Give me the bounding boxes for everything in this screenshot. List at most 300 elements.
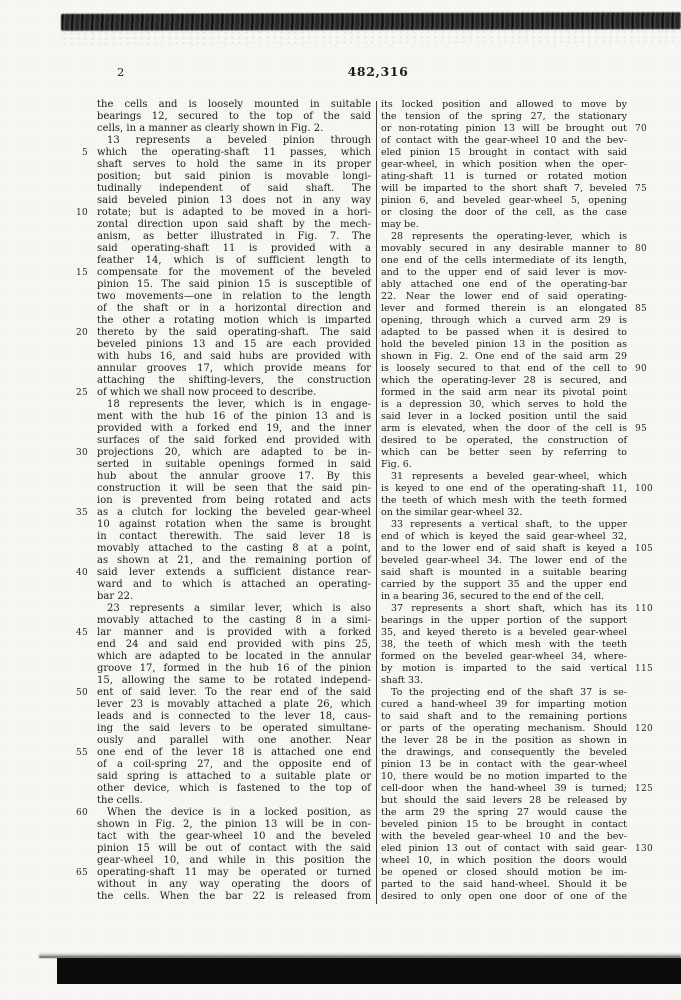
- text-line: [97, 651, 371, 663]
- line-text: its locked position and allowed to move by: [381, 99, 627, 110]
- line-text: said lever in a locked position until the said: [381, 411, 627, 422]
- text-line: [381, 147, 627, 159]
- line-text: said lever extends a sufficient distance rear-: [97, 567, 371, 578]
- text-line: [381, 603, 654, 615]
- line-text: ment with the hub 16 of the pinion 13 and is: [97, 411, 371, 422]
- line-text: said beveled pinion 13 does not in any way: [97, 195, 371, 206]
- text-line: [381, 159, 627, 171]
- margin-line-number: 70: [635, 124, 648, 134]
- margin-line-number: 110: [635, 604, 654, 614]
- text-line: [97, 771, 371, 783]
- line-text: movably attached to the casting 8 at a point,: [97, 543, 371, 554]
- line-text: zontal direction upon said shaft by the mech-: [97, 219, 371, 230]
- text-line: [381, 735, 627, 747]
- line-text: which the operating-lever 28 is secured, and: [381, 375, 627, 386]
- text-line: [97, 699, 371, 711]
- text-line: [381, 387, 627, 399]
- text-line: [75, 207, 371, 219]
- text-line: [97, 855, 371, 867]
- column-right: [381, 99, 654, 903]
- text-line: [381, 195, 627, 207]
- line-text: cells, in a manner as clearly shown in Fig. 2.: [97, 123, 324, 134]
- line-text: 15, allowing the same to be rotated independ-: [97, 675, 371, 686]
- text-line: [75, 267, 371, 279]
- line-text: annular grooves 17, which provide means for: [97, 363, 371, 374]
- line-text: without in any way operating the doors of: [97, 879, 371, 890]
- text-line: [381, 831, 627, 843]
- line-text: the tension of the spring 27, the stationary: [381, 111, 627, 122]
- line-text: rotate; but is adapted to be moved in a hori-: [97, 207, 371, 218]
- line-text: or non-rotating pinion 13 will be brought out: [381, 123, 627, 134]
- line-text: desired to only open one door of one of the: [381, 891, 627, 902]
- line-text: end of which is keyed the said gear-wheel 32,: [381, 531, 627, 542]
- text-line: [97, 159, 371, 171]
- text-line: [97, 123, 371, 135]
- line-text: Fig. 6.: [381, 459, 412, 470]
- line-text: which are adapted to be located in the annular: [97, 651, 371, 662]
- text-line: [97, 831, 371, 843]
- line-text: or parts of the operating mechanism. Should: [381, 723, 627, 734]
- text-line: [97, 555, 371, 567]
- text-line: [97, 519, 371, 531]
- line-text: may be.: [381, 219, 419, 230]
- line-text: one end of the lever 18 is attached one end: [97, 747, 371, 758]
- text-line: [381, 243, 648, 255]
- text-line: [381, 123, 648, 135]
- line-text: and to the upper end of said lever is mov-: [381, 267, 627, 278]
- text-line: [97, 795, 371, 807]
- line-text: ing the said levers to be operated simultane-: [97, 723, 371, 734]
- text-line: [75, 747, 371, 759]
- text-line: [97, 339, 371, 351]
- text-line: [97, 711, 371, 723]
- text-line: [381, 531, 627, 543]
- text-line: [381, 543, 654, 555]
- text-line: [97, 591, 371, 603]
- text-line: [381, 255, 627, 267]
- margin-line-number: 20: [75, 328, 88, 338]
- line-text: tudinally independent of said shaft. The: [97, 183, 371, 194]
- line-text: movably secured in any desirable manner to: [381, 243, 627, 254]
- line-text: pinion 15. The said pinion 15 is susceptible of: [97, 279, 371, 290]
- line-text: eled pinion 13 out of contact with said gear-: [381, 843, 627, 854]
- text-line: [75, 387, 371, 399]
- text-line: [381, 867, 627, 879]
- text-line: [381, 351, 627, 363]
- text-line: [97, 843, 371, 855]
- text-line: [97, 135, 371, 147]
- text-line: [97, 219, 371, 231]
- text-line: [381, 711, 627, 723]
- line-text: wheel 10, in which position the doors would: [381, 855, 627, 866]
- margin-line-number: 55: [75, 748, 88, 758]
- line-text: ward and to which is attached an operating-: [97, 579, 371, 590]
- text-line: [97, 375, 371, 387]
- text-line: [381, 723, 654, 735]
- text-line: [381, 879, 627, 891]
- text-line: [381, 495, 627, 507]
- text-line: [97, 279, 371, 291]
- column-left: [75, 99, 371, 903]
- line-text: projections 20, which are adapted to be in-: [97, 447, 371, 458]
- margin-line-number: 75: [635, 184, 648, 194]
- margin-line-number: 60: [75, 808, 88, 818]
- line-text: the lever 28 be in the position as shown in: [381, 735, 627, 746]
- text-line: [381, 231, 627, 243]
- text-line: [381, 99, 627, 111]
- text-line: [381, 759, 627, 771]
- text-line: [97, 759, 371, 771]
- line-text: feather 14, which is of sufficient length to: [97, 255, 371, 266]
- text-line: [381, 183, 648, 195]
- margin-line-number: 120: [635, 724, 654, 734]
- line-text: shown in Fig. 2, the pinion 13 will be in con-: [97, 819, 371, 830]
- line-text: beveled pinion 15 to be brought in contact: [381, 819, 627, 830]
- text-line: [97, 735, 371, 747]
- text-line: [381, 699, 627, 711]
- line-text: To the projecting end of the shaft 37 is se-: [391, 687, 627, 698]
- text-line: [381, 375, 627, 387]
- margin-line-number: 125: [635, 784, 654, 794]
- line-text: but should the said levers 28 be released by: [381, 795, 627, 806]
- text-line: [97, 879, 371, 891]
- line-text: 10, there would be no motion imparted to the: [381, 771, 627, 782]
- line-text: is a depression 30, which serves to hold the: [381, 399, 627, 410]
- line-text: by motion is imparted to the said vertical: [381, 663, 627, 674]
- text-line: [381, 423, 648, 435]
- text-line: [381, 627, 627, 639]
- text-line: [97, 531, 371, 543]
- line-text: thereto by the said operating-shaft. The said: [97, 327, 371, 338]
- line-text: gear-wheel, in which position when the oper-: [381, 159, 627, 170]
- text-line: [381, 447, 627, 459]
- text-line: [75, 687, 371, 699]
- line-text: ably attached one end of the operating-bar: [381, 279, 627, 290]
- text-line: [381, 771, 627, 783]
- text-line: [97, 603, 371, 615]
- line-text: bearings 12, secured to the top of the said: [97, 111, 371, 122]
- text-line: [75, 627, 371, 639]
- line-text: and to the lower end of said shaft is keyed a: [381, 543, 627, 554]
- line-text: which can be better seen by referring to: [381, 447, 627, 458]
- patent-number: 482,316: [347, 64, 409, 79]
- line-text: ating-shaft 11 is turned or rotated motion: [381, 171, 627, 182]
- line-text: pinion 15 will be out of contact with the said: [97, 843, 371, 854]
- text-line: [97, 315, 371, 327]
- text-line: [381, 687, 627, 699]
- line-text: the other a rotating motion which is imparted: [97, 315, 371, 326]
- margin-line-number: 115: [635, 664, 654, 674]
- line-text: 35, and keyed thereto is a beveled gear-wheel: [381, 627, 627, 638]
- text-line: [381, 279, 627, 291]
- line-text: opening, through which a curved arm 29 is: [381, 315, 627, 326]
- line-text: cell-door when the hand-wheel 39 is turned;: [381, 783, 627, 794]
- text-line: [97, 171, 371, 183]
- text-line: [381, 555, 627, 567]
- text-line: [381, 591, 627, 603]
- text-line: [97, 483, 371, 495]
- text-line: [381, 747, 627, 759]
- line-text: desired to be operated, the construction of: [381, 435, 627, 446]
- text-line: [381, 567, 627, 579]
- text-line: [381, 459, 627, 471]
- line-text: lever 23 is movably attached a plate 26, which: [97, 699, 371, 710]
- text-line: [97, 495, 371, 507]
- line-text: shaft 33.: [381, 675, 424, 686]
- margin-line-number: 10: [75, 208, 88, 218]
- text-line: [97, 351, 371, 363]
- margin-line-number: 25: [75, 388, 88, 398]
- line-text: ent of said lever. To the rear end of the said: [97, 687, 371, 698]
- line-text: eled pinion 15 brought in contact with said: [381, 147, 627, 158]
- text-line: [381, 267, 627, 279]
- margin-line-number: 45: [75, 628, 88, 638]
- line-text: formed in the said arm near its pivotal point: [381, 387, 627, 398]
- line-text: of which we shall now proceed to describe.: [97, 387, 317, 398]
- text-line: [75, 867, 371, 879]
- line-text: position; but said pinion is movable longi-: [97, 171, 371, 182]
- line-text: arm is elevated, when the door of the cell is: [381, 423, 627, 434]
- text-line: [75, 807, 371, 819]
- text-line: [97, 435, 371, 447]
- line-text: adapted to be passed when it is desired to: [381, 327, 627, 338]
- text-line: [97, 303, 371, 315]
- line-text: 22. Near the lower end of said operating-: [381, 291, 627, 302]
- text-line: [75, 567, 371, 579]
- line-text: tact with the gear-wheel 10 and the beveled: [97, 831, 371, 842]
- line-text: two movements—one in relation to the length: [97, 291, 371, 302]
- text-line: [381, 855, 627, 867]
- line-text: When the device is in a locked position, as: [107, 807, 371, 818]
- line-text: pinion 6, and beveled gear-wheel 5, opening: [381, 195, 627, 206]
- line-text: as a clutch for locking the beveled gear-wheel: [97, 507, 371, 518]
- line-text: 33 represents a vertical shaft, to the upper: [391, 519, 627, 530]
- line-text: lever and formed therein is an elongated: [381, 303, 627, 314]
- text-line: [97, 543, 371, 555]
- line-text: one end of the cells intermediate of its length,: [381, 255, 627, 266]
- line-text: 18 represents the lever, which is in engage-: [107, 399, 371, 410]
- line-text: hub about the annular groove 17. By this: [97, 471, 371, 482]
- line-text: end 24 and said end provided with pins 25,: [97, 639, 371, 650]
- line-text: said spring is attached to a suitable plate or: [97, 771, 371, 782]
- text-line: [97, 459, 371, 471]
- line-text: pinion 13 be in contact with the gear-wheel: [381, 759, 627, 770]
- line-text: 23 represents a similar lever, which is also: [107, 603, 371, 614]
- text-line: [97, 195, 371, 207]
- line-text: hold the beveled pinion 13 in the position as: [381, 339, 627, 350]
- line-text: 31 represents a beveled gear-wheel, which: [391, 471, 627, 482]
- line-text: attaching the shifting-levers, the construction: [97, 375, 371, 386]
- text-line: [97, 243, 371, 255]
- text-line: [381, 519, 627, 531]
- text-line: [381, 615, 627, 627]
- line-text: movably attached to the casting 8 in a simi-: [97, 615, 371, 626]
- line-text: on the similar gear-wheel 32.: [381, 507, 523, 518]
- text-line: [81, 147, 371, 159]
- text-line: [97, 399, 371, 411]
- margin-line-number: 100: [635, 484, 654, 494]
- text-line: [381, 675, 627, 687]
- line-text: bearings in the upper portion of the support: [381, 615, 627, 626]
- text-line: [381, 807, 627, 819]
- line-text: 38, the teeth of which mesh with the teeth: [381, 639, 627, 650]
- line-text: 37 represents a short shaft, which has its: [391, 603, 627, 614]
- margin-line-number: 80: [635, 244, 648, 254]
- text-line: [381, 207, 627, 219]
- line-text: 28 represents the operating-lever, which is: [391, 231, 627, 242]
- line-text: to said shaft and to the remaining portions: [381, 711, 627, 722]
- line-text: ion is prevented from being rotated and acts: [97, 495, 371, 506]
- text-line: [381, 135, 627, 147]
- line-text: as shown at 21, and the remaining portion of: [97, 555, 371, 566]
- text-line: [381, 219, 627, 231]
- line-text: leads and is connected to the lever 18, caus-: [97, 711, 371, 722]
- text-line: [381, 111, 627, 123]
- text-line: [381, 483, 654, 495]
- line-text: lar manner and is provided with a forked: [97, 627, 371, 638]
- line-text: beveled pinions 13 and 15 are each provided: [97, 339, 371, 350]
- line-text: said operating-shaft 11 is provided with a: [97, 243, 371, 254]
- line-text: is loosely secured to that end of the cell to: [381, 363, 627, 374]
- text-line: [381, 843, 654, 855]
- line-text: of contact with the gear-wheel 10 and the bev-: [381, 135, 627, 146]
- margin-line-number: 65: [75, 868, 88, 878]
- line-text: said shaft is mounted in a suitable bearing: [381, 567, 627, 578]
- text-line: [97, 579, 371, 591]
- text-line: [97, 639, 371, 651]
- margin-line-number: 95: [635, 424, 648, 434]
- text-line: [381, 783, 654, 795]
- line-text: the cells. When the bar 22 is released from: [97, 891, 371, 902]
- text-line: [75, 327, 371, 339]
- text-line: [381, 171, 627, 183]
- margin-line-number: 15: [75, 268, 88, 278]
- text-line: [97, 675, 371, 687]
- text-line: [381, 507, 627, 519]
- line-text: in a bearing 36, secured to the end of the cell.: [381, 591, 605, 602]
- line-text: bar 22.: [97, 591, 134, 602]
- text-line: [97, 363, 371, 375]
- scan-artifact-top-edge: [61, 12, 681, 31]
- line-text: ously and parallel with one another. Near: [97, 735, 371, 746]
- line-text: gear-wheel 10, and while in this position the: [97, 855, 371, 866]
- text-line: [97, 819, 371, 831]
- text-line: [97, 291, 371, 303]
- text-line: [381, 291, 627, 303]
- text-line: [75, 507, 371, 519]
- line-text: the arm 29 the spring 27 would cause the: [381, 807, 627, 818]
- line-text: surfaces of the said forked end provided with: [97, 435, 371, 446]
- line-text: with hubs 16, and said hubs are provided with: [97, 351, 371, 362]
- line-text: which the operating-shaft 11 passes, which: [97, 147, 371, 158]
- text-line: [97, 99, 371, 111]
- text-line: [381, 471, 627, 483]
- margin-line-number: 40: [75, 568, 88, 578]
- text-line: [381, 339, 627, 351]
- line-text: beveled gear-wheel 34. The lower end of the: [381, 555, 627, 566]
- line-text: of the shaft or in a horizontal direction and: [97, 303, 371, 314]
- line-text: parted to the said hand-wheel. Should it be: [381, 879, 627, 890]
- page-number: 2: [117, 65, 125, 79]
- line-text: in contact therewith. The said lever 18 is: [97, 531, 371, 542]
- column-divider-rule: [376, 101, 377, 904]
- text-line: [97, 615, 371, 627]
- line-text: is keyed to one end of the operating-shaft 11,: [381, 483, 627, 494]
- line-text: will be imparted to the short shaft 7, beveled: [381, 183, 627, 194]
- line-text: shaft serves to hold the same in its proper: [97, 159, 371, 170]
- line-text: be opened or closed should motion be im-: [381, 867, 627, 878]
- line-text: groove 17, formed in the hub 16 of the pinion: [97, 663, 371, 674]
- margin-line-number: 90: [635, 364, 648, 374]
- margin-line-number: 105: [635, 544, 654, 554]
- text-line: [97, 423, 371, 435]
- text-line: [381, 399, 627, 411]
- margin-line-number: 130: [635, 844, 654, 854]
- text-line: [381, 639, 627, 651]
- margin-line-number: 35: [75, 508, 88, 518]
- margin-line-number: 85: [635, 304, 648, 314]
- text-line: [97, 411, 371, 423]
- text-line: [97, 663, 371, 675]
- text-line: [97, 183, 371, 195]
- line-text: operating-shaft 11 may be operated or turned: [97, 867, 371, 878]
- margin-line-number: 50: [75, 688, 88, 698]
- margin-line-number: 30: [75, 448, 88, 458]
- margin-line-number: 5: [81, 148, 88, 158]
- line-text: shown in Fig. 2. One end of the said arm 29: [381, 351, 627, 362]
- text-line: [381, 303, 648, 315]
- line-text: compensate for the movement of the beveled: [97, 267, 371, 278]
- line-text: serted in suitable openings formed in said: [97, 459, 371, 470]
- text-line: [381, 891, 627, 903]
- text-line: [97, 723, 371, 735]
- line-text: the drawings, and consequently the beveled: [381, 747, 627, 758]
- line-text: with the beveled gear-wheel 10 and the bev-: [381, 831, 627, 842]
- line-text: or closing the door of the cell, as the case: [381, 207, 627, 218]
- line-text: the cells and is loosely mounted in suitable: [97, 99, 371, 110]
- line-text: formed on the beveled gear-wheel 34, where-: [381, 651, 627, 662]
- text-line: [381, 819, 627, 831]
- text-line: [97, 891, 371, 903]
- line-text: carried by the support 35 and the upper end: [381, 579, 627, 590]
- text-line: [381, 651, 627, 663]
- text-line: [97, 471, 371, 483]
- text-line: [97, 783, 371, 795]
- text-line: [381, 363, 648, 375]
- text-line: [97, 231, 371, 243]
- text-line: [381, 327, 627, 339]
- text-line: [381, 795, 627, 807]
- line-text: the cells.: [97, 795, 143, 806]
- line-text: anism, as better illustrated in Fig. 7. The: [97, 231, 371, 242]
- line-text: of a coil-spring 27, and the opposite end of: [97, 759, 371, 770]
- line-text: other device, which is fastened to the top of: [97, 783, 371, 794]
- line-text: cured a hand-wheel 39 for imparting motion: [381, 699, 627, 710]
- text-line: [381, 435, 627, 447]
- line-text: 10 against rotation when the same is brought: [97, 519, 371, 530]
- line-text: 13 represents a beveled pinion through: [107, 135, 371, 146]
- line-text: construction it will be seen that the said pin-: [97, 483, 371, 494]
- line-text: the teeth of which mesh with the teeth formed: [381, 495, 627, 506]
- scan-artifact-bottom-edge: [57, 958, 681, 984]
- text-line: [75, 447, 371, 459]
- text-line: [381, 315, 627, 327]
- text-line: [97, 111, 371, 123]
- text-line: [381, 663, 654, 675]
- text-line: [97, 255, 371, 267]
- text-line: [381, 579, 627, 591]
- text-line: [381, 411, 627, 423]
